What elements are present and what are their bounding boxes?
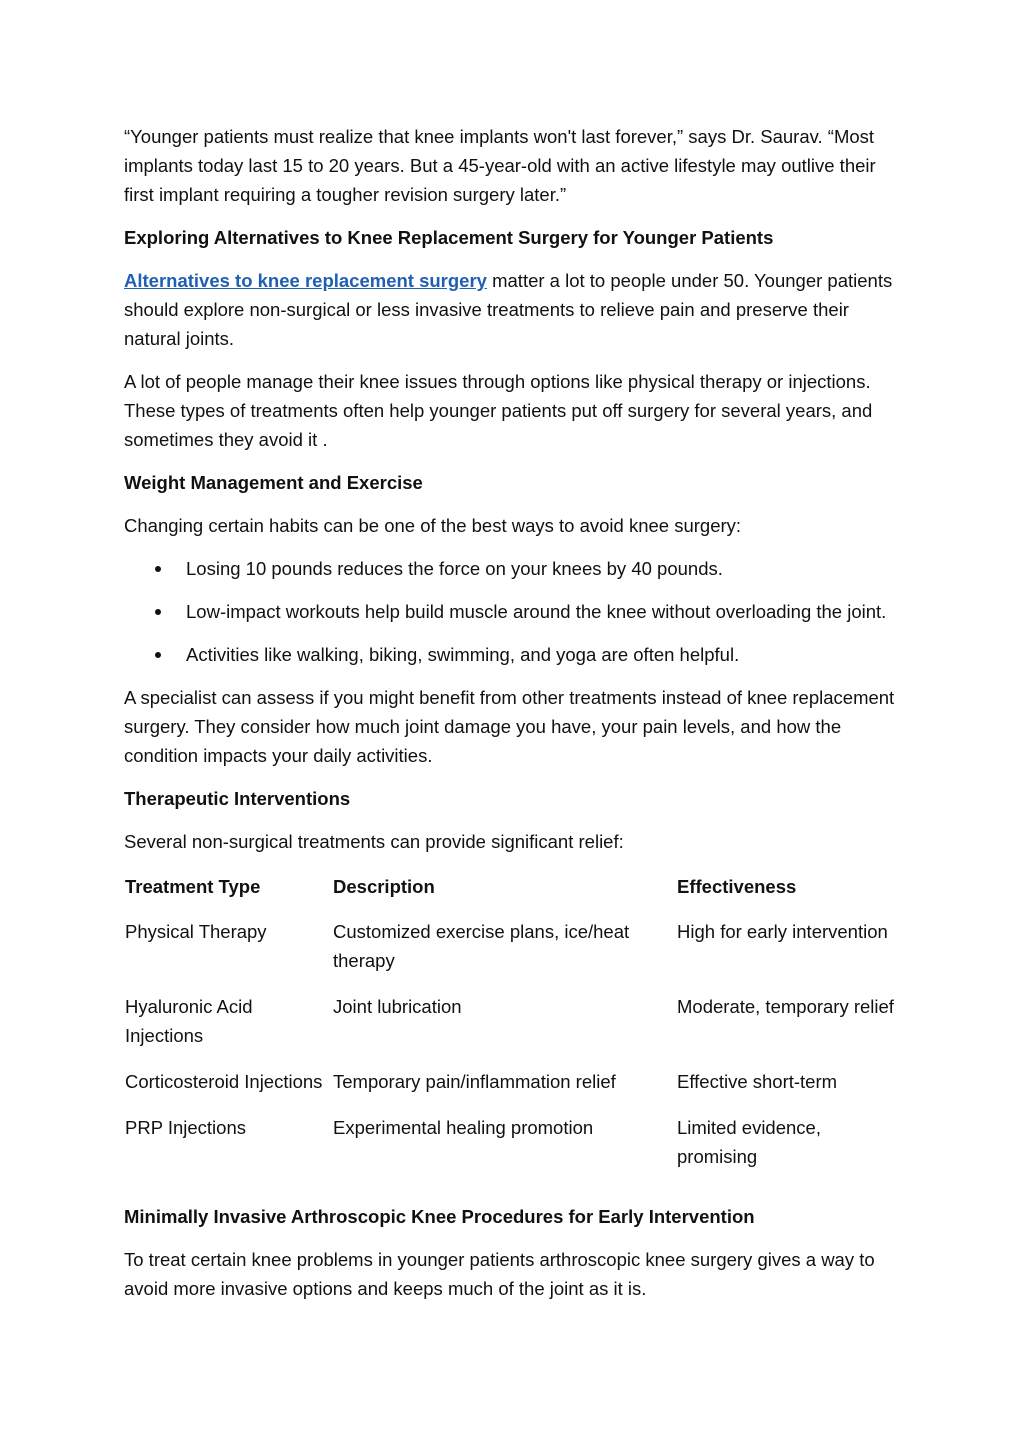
table-cell-description: Temporary pain/inflammation relief	[333, 1071, 616, 1092]
specialist-paragraph: A specialist can assess if you might benefit from other treatments instead of knee replacement surgery. They consider how much joint damage you have, your pain levels, and how the condition impacts your daily activities.	[124, 687, 895, 766]
bullet-icon	[155, 609, 161, 615]
alternatives-link[interactable]: Alternatives to knee replacement surgery	[124, 270, 487, 291]
bullet-icon	[155, 566, 161, 572]
table-cell-effectiveness: Moderate, temporary relief	[677, 996, 894, 1017]
bullet-icon	[155, 652, 161, 658]
habits-intro: Changing certain habits can be one of the best ways to avoid knee surgery:	[124, 515, 742, 536]
treatments-table	[125, 870, 901, 1188]
table-row	[125, 1113, 901, 1188]
list-item	[124, 640, 899, 669]
table-cell-effectiveness: Effective short-term	[677, 1071, 838, 1092]
list-item-text: Low-impact workouts help build muscle around the knee without overloading the joint.	[186, 601, 887, 622]
table-cell-description: Joint lubrication	[333, 996, 462, 1017]
list-item-text: Losing 10 pounds reduces the force on your knees by 40 pounds.	[186, 558, 723, 579]
options-paragraph: A lot of people manage their knee issues through options like physical therapy or injections. These types of treatments often help younger patients put off surgery for several years, and sometimes they avoid it .	[124, 371, 873, 450]
table-header-row	[125, 870, 901, 917]
list-item-text: Activities like walking, biking, swimming, and yoga are often helpful.	[186, 644, 740, 665]
heading-exploring-alternatives: Exploring Alternatives to Knee Replacement Surgery for Younger Patients	[124, 227, 774, 248]
column-header-treatment-type: Treatment Type	[125, 876, 261, 897]
table-row	[125, 992, 901, 1067]
table-cell-effectiveness: High for early intervention	[677, 921, 888, 942]
table-cell-description: Customized exercise plans, ice/heat therapy	[333, 921, 630, 971]
table-cell-effectiveness: Limited evidence, promising	[677, 1117, 821, 1167]
habits-list	[124, 554, 899, 669]
heading-arthroscopic-procedures: Minimally Invasive Arthroscopic Knee Procedures for Early Intervention	[124, 1206, 755, 1227]
table-cell-treatment: Hyaluronic Acid Injections	[125, 996, 253, 1046]
table-cell-description: Experimental healing promotion	[333, 1117, 594, 1138]
alternatives-paragraph	[124, 266, 899, 353]
column-header-effectiveness: Effectiveness	[677, 876, 797, 897]
table-cell-treatment: Physical Therapy	[125, 921, 267, 942]
document-page	[124, 122, 899, 1317]
list-item	[124, 597, 899, 626]
column-header-description: Description	[333, 876, 435, 897]
intro-quote: “Younger patients must realize that knee implants won't last forever,” says Dr. Saurav. “Most implants today last 15 to 20 years. But a 45-year-old with an active lifestyle may outlive their first implant requiring a tougher revision surgery later.”	[124, 126, 876, 205]
table-cell-treatment: Corticosteroid Injections	[125, 1071, 323, 1092]
table-row	[125, 917, 901, 992]
treatments-intro: Several non-surgical treatments can provide significant relief:	[124, 831, 624, 852]
heading-weight-management: Weight Management and Exercise	[124, 472, 423, 493]
alternatives-paragraph-text: matter a lot to people under 50. Younger patients should explore non-surgical or less invasive treatments to relieve pain and preserve their natural joints.	[124, 270, 893, 349]
heading-therapeutic-interventions: Therapeutic Interventions	[124, 788, 351, 809]
table-row	[125, 1067, 901, 1113]
table-cell-treatment: PRP Injections	[125, 1117, 246, 1138]
arthroscopic-paragraph: To treat certain knee problems in younger patients arthroscopic knee surgery gives a way to avoid more invasive options and keeps much of the joint as it is.	[124, 1249, 875, 1299]
list-item	[124, 554, 899, 583]
